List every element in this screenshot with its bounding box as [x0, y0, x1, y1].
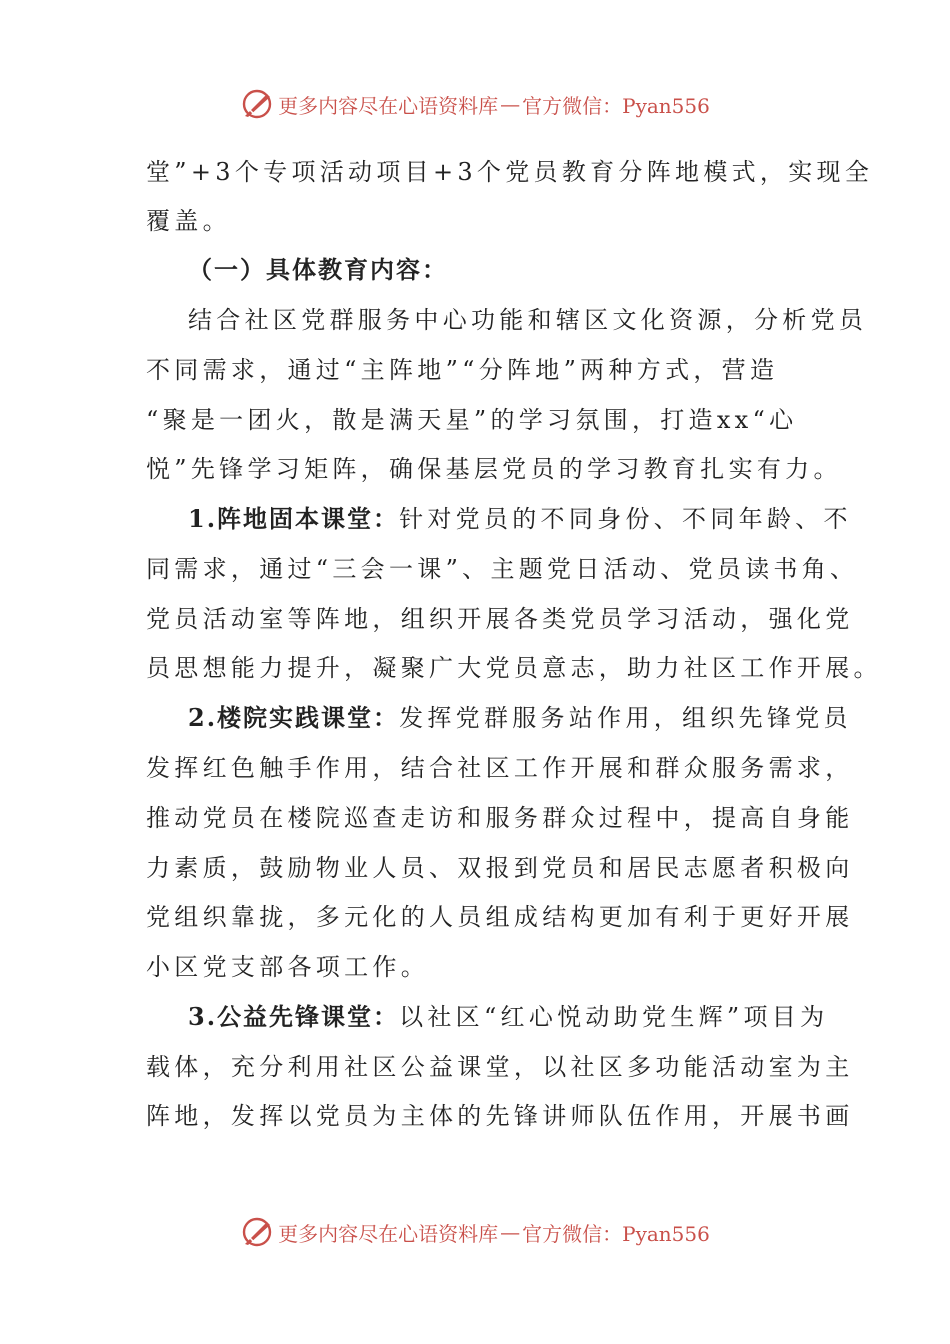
body-line: 载体，充分利用社区公益课堂，以社区多功能活动室为主 — [146, 1053, 854, 1081]
body-text: 针对党员的不同身份、不同年龄、不 — [399, 505, 852, 533]
footer-watermark — [0, 1212, 950, 1252]
quill-pen-logo-icon — [240, 1215, 274, 1249]
body-text: 发挥党群服务站作用，组织先锋党员 — [399, 704, 852, 732]
paragraph-line — [188, 700, 868, 736]
body-line: 不同需求，通过“主阵地”“分阵地”两种方式，营造 — [146, 356, 779, 384]
body-line: 覆盖。 — [146, 207, 231, 235]
watermark-text: 更多内容尽在心语资料库 — [278, 1221, 499, 1246]
paragraph-line — [188, 999, 868, 1035]
quill-pen-logo-icon — [240, 87, 274, 121]
body-line: 推动党员在楼院巡查走访和服务群众过程中，提高自身能 — [146, 804, 854, 832]
watermark-wechat: 官方微信：Pyan556 — [522, 1221, 710, 1246]
body-line: “聚是一团火，散是满天星”的学习氛围，打造xx“心 — [146, 406, 798, 434]
body-line: 同需求，通过“三会一课”、主题党日活动、党员读书角、 — [146, 555, 859, 583]
body-line: 堂”+3个专项活动项目+3个党员教育分阵地模式，实现全 — [146, 158, 874, 186]
section-heading: （一）具体教育内容： — [188, 255, 448, 284]
header-watermark — [0, 84, 950, 124]
body-line: 小区党支部各项工作。 — [146, 953, 429, 981]
watermark-dash: — — [500, 92, 521, 116]
body-text: 以社区“红心悦动助党生辉”项目为 — [399, 1003, 829, 1031]
body-line: 党员活动室等阵地，组织开展各类党员学习活动，强化党 — [146, 605, 854, 633]
item-heading: 2.楼院实践课堂： — [188, 703, 400, 732]
watermark-text: 更多内容尽在心语资料库 — [278, 93, 499, 118]
body-line: 发挥红色触手作用，结合社区工作开展和群众服务需求， — [146, 754, 854, 782]
item-heading: 1.阵地固本课堂： — [188, 504, 400, 533]
body-line: 阵地，发挥以党员为主体的先锋讲师队伍作用，开展书画 — [146, 1102, 854, 1130]
watermark-wechat: 官方微信：Pyan556 — [522, 93, 710, 118]
body-line: 员思想能力提升，凝聚广大党员意志，助力社区工作开展。 — [146, 654, 882, 682]
body-line: 党组织靠拢，多元化的人员组成结构更加有利于更好开展 — [146, 903, 854, 931]
paragraph-line — [188, 501, 868, 537]
watermark-dash: — — [500, 1220, 521, 1244]
body-line: 结合社区党群服务中心功能和辖区文化资源，分析党员 — [188, 306, 868, 334]
item-heading: 3.公益先锋课堂： — [188, 1002, 400, 1031]
body-line: 悦”先锋学习矩阵，确保基层党员的学习教育扎实有力。 — [146, 455, 842, 483]
body-line: 力素质，鼓励物业人员、双报到党员和居民志愿者积极向 — [146, 854, 854, 882]
